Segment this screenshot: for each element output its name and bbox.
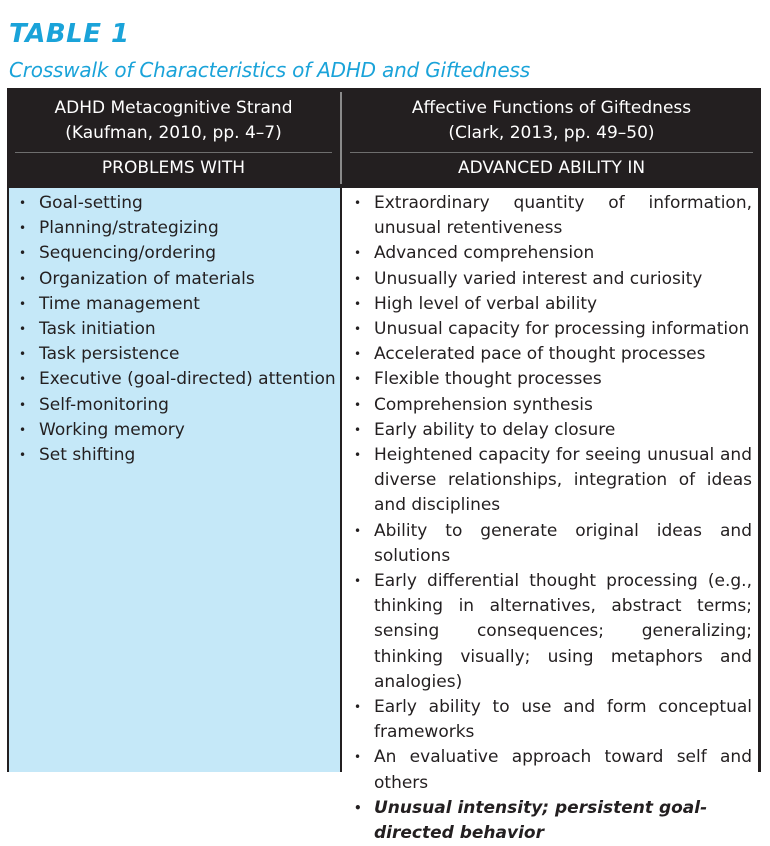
list-item-text: Task initiation <box>39 319 156 340</box>
bullet-icon: • <box>19 322 27 337</box>
list-item-text: Extraordinary quantity of information, unusual retentiveness <box>374 193 752 239</box>
bullet-icon: • <box>354 448 362 463</box>
list-item <box>342 367 758 392</box>
bullet-icon: • <box>354 322 362 337</box>
list-item <box>9 418 340 443</box>
adhd-problems-list <box>9 191 340 468</box>
right-column-citation: (Clark, 2013, pp. 49–50) <box>448 123 655 143</box>
list-item <box>9 191 340 216</box>
list-item-text: Sequencing/ordering <box>39 243 217 264</box>
bullet-icon: • <box>19 296 27 311</box>
list-item-text: Executive (goal-directed) attention <box>39 369 336 390</box>
crosswalk-table <box>7 88 761 844</box>
list-item <box>9 367 340 392</box>
list-item <box>9 241 340 266</box>
list-item-text: Flexible thought processes <box>374 369 602 390</box>
list-item-text: Time management <box>39 293 200 314</box>
list-item <box>342 241 758 266</box>
bullet-icon: • <box>19 196 27 210</box>
list-item-text: Unusual capacity for processing information <box>374 319 750 340</box>
list-item <box>342 745 758 795</box>
list-item <box>342 418 758 443</box>
list-item-text: Ability to generate original ideas and solutions <box>374 520 752 566</box>
bullet-icon: • <box>354 372 362 387</box>
bullet-icon: • <box>354 750 362 765</box>
bullet-icon: • <box>19 271 27 286</box>
bullet-icon: • <box>354 397 362 412</box>
list-item-text: High level of verbal ability <box>374 293 598 314</box>
right-header-rule <box>350 152 753 153</box>
left-column-cell <box>9 188 340 772</box>
right-column-cell <box>342 188 758 844</box>
list-item <box>342 695 758 745</box>
list-item-text: Set shifting <box>39 445 136 466</box>
bullet-icon: • <box>19 448 27 463</box>
list-item <box>342 342 758 367</box>
bullet-icon: • <box>354 296 362 311</box>
list-item-text: Self-monitoring <box>39 394 169 415</box>
left-column-title: ADHD Metacognitive Strand <box>54 98 293 118</box>
list-item-text: Unusual intensity; persistent goal-directed behavior <box>374 797 708 844</box>
bullet-icon: • <box>354 800 362 815</box>
list-item <box>9 317 340 342</box>
giftedness-abilities-list <box>342 191 758 846</box>
bullet-icon: • <box>19 246 27 261</box>
table-label: TABLE 1 <box>9 19 130 49</box>
list-item <box>342 443 758 519</box>
left-column-subheading: PROBLEMS WITH <box>101 158 246 178</box>
left-column-citation: (Kaufman, 2010, pp. 4–7) <box>65 123 282 143</box>
list-item <box>9 443 340 468</box>
list-item-text: Goal-setting <box>39 193 143 213</box>
list-item <box>342 317 758 342</box>
list-item-text: Early ability to delay closure <box>374 419 616 440</box>
bullet-icon: • <box>354 523 362 538</box>
bullet-icon: • <box>19 397 27 412</box>
list-item-text: Unusually varied interest and curiosity <box>374 268 703 289</box>
list-item <box>342 191 758 241</box>
list-item <box>342 393 758 418</box>
left-column-header <box>7 88 340 188</box>
list-item-text: Planning/strategizing <box>39 218 219 239</box>
list-item <box>342 292 758 317</box>
bullet-icon: • <box>19 422 27 437</box>
list-item <box>9 342 340 367</box>
list-item-text: Accelerated pace of thought processes <box>374 344 706 365</box>
bullet-icon: • <box>354 271 362 286</box>
list-item-text: Comprehension synthesis <box>374 394 593 415</box>
right-column-header <box>342 88 761 188</box>
list-item <box>342 519 758 569</box>
list-item-text: An evaluative approach toward self and others <box>374 747 752 793</box>
right-column-title: Affective Functions of Giftedness <box>411 98 692 118</box>
left-header-rule <box>15 152 332 153</box>
list-item-text: Working memory <box>39 419 185 440</box>
list-item-text: Task persistence <box>39 344 180 365</box>
bullet-icon: • <box>19 372 27 387</box>
list-item <box>9 292 340 317</box>
bullet-icon: • <box>354 574 362 589</box>
list-item <box>9 216 340 241</box>
list-item-text: Early ability to use and form conceptual frameworks <box>374 697 752 743</box>
bullet-icon: • <box>354 246 362 261</box>
list-item <box>9 393 340 418</box>
bullet-icon: • <box>354 700 362 715</box>
bullet-icon: • <box>19 221 27 236</box>
table-subtitle: Crosswalk of Characteristics of ADHD and Giftedness <box>9 58 530 82</box>
list-item <box>9 267 340 292</box>
list-item <box>342 267 758 292</box>
list-item <box>342 569 758 695</box>
list-item-text: Early differential thought processing (e.g., thinking in alternatives, abstract terms; sensing consequences; generalizing; thinking visually; using metaphors and analogies) <box>374 571 752 692</box>
list-item <box>342 796 758 846</box>
bullet-icon: • <box>19 347 27 362</box>
right-column-subheading: ADVANCED ABILITY IN <box>457 158 646 178</box>
bullet-icon: • <box>354 347 362 362</box>
bullet-icon: • <box>354 196 362 210</box>
bullet-icon: • <box>354 422 362 437</box>
list-item-text: Heightened capacity for seeing unusual and diverse relationships, integration of ideas and disciplines <box>374 445 752 516</box>
list-item-text: Organization of materials <box>39 268 255 289</box>
list-item-text: Advanced comprehension <box>374 243 595 264</box>
